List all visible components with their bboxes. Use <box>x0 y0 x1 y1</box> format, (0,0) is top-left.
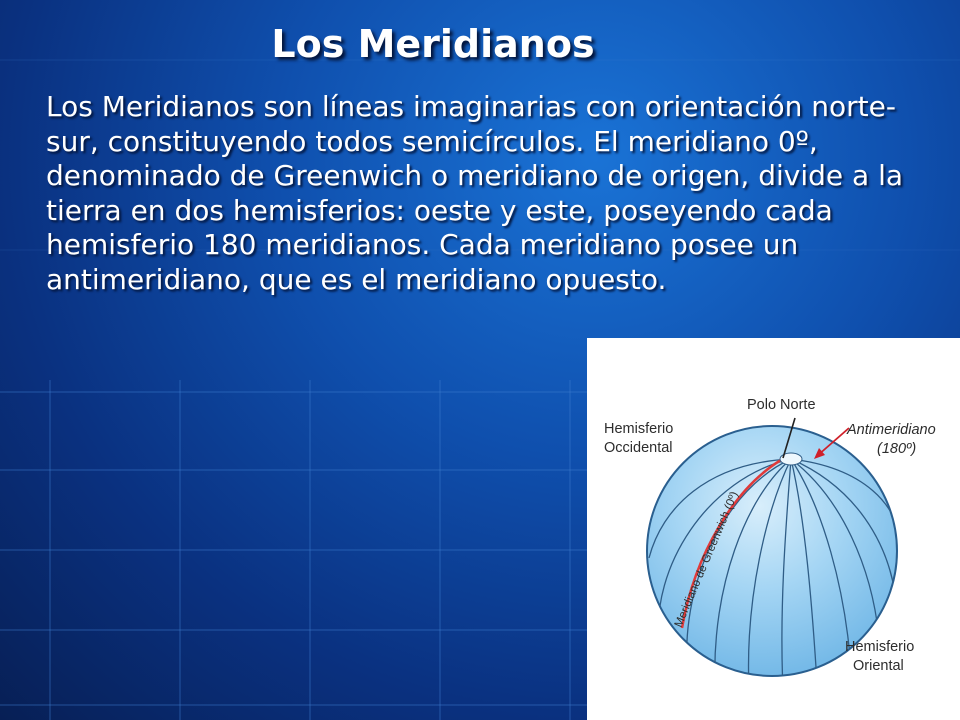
globe-diagram <box>587 338 960 720</box>
label-antimeridiano: Antimeridiano (180º) <box>847 422 936 457</box>
page-title: Los Meridianos <box>271 22 595 66</box>
body-paragraph: Los Meridianos son líneas imaginarias con orientación norte-sur, constituyendo todos semicírculos. El meridiano 0º, denominado de Greenwich o meridiano de origen, divide a la tierra en dos hemisferios: oeste y este, poseyendo cada hemisferio 180 meridianos. Cada meridiano posee un antimeridiano, que es el meridiano opuesto. <box>46 90 904 296</box>
label-meridiano-greenwich: Meridiano de Greenwich (0º) <box>672 489 741 630</box>
label-hemisferio-occidental: Hemisferio Occidental <box>604 421 674 456</box>
globe-figure <box>587 338 960 720</box>
label-polo-norte: Polo Norte <box>747 397 816 413</box>
label-hemisferio-oriental: Hemisferio Oriental <box>845 639 915 674</box>
